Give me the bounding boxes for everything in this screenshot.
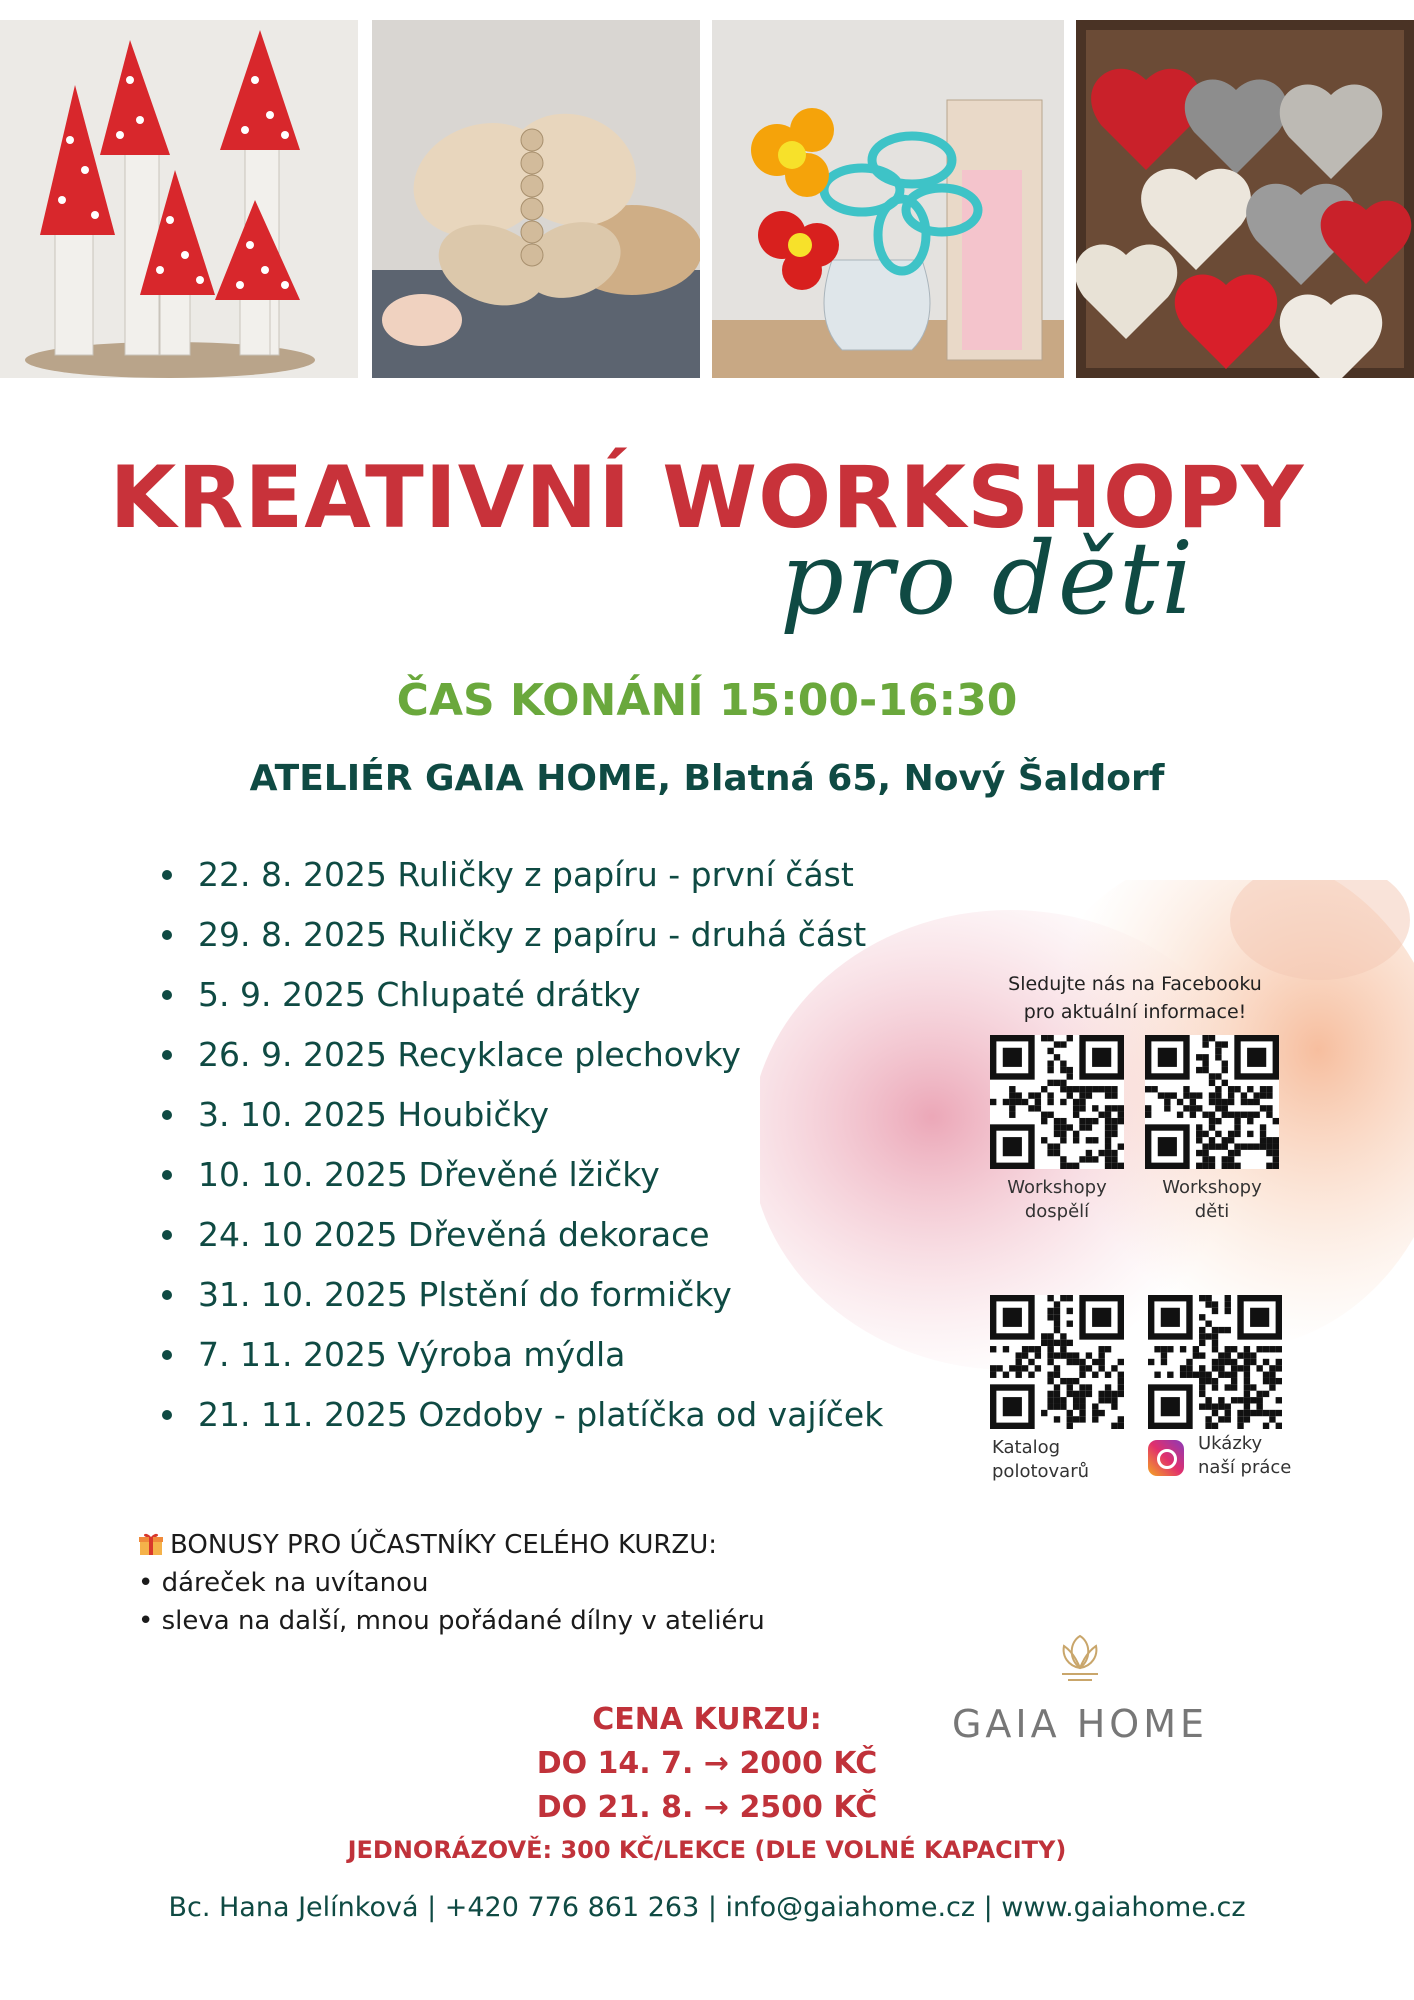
footer-contact: Bc. Hana Jelínková | +420 776 861 263 | info@gaiahome.cz | www.gaiahome.cz [168,1892,1246,1923]
list-item: 3. 10. 2025 Houbičky [160,1085,883,1145]
qr-code-workshops-adults[interactable] [990,1035,1124,1169]
gift-icon [138,1532,164,1556]
list-item: 22. 8. 2025 Ruličky z papíru - první část [160,845,883,905]
list-item: 26. 9. 2025 Recyklace plechovky [160,1025,883,1085]
list-item: 31. 10. 2025 Plstění do formičky [160,1265,883,1325]
list-item: • dáreček na uvítanou [138,1568,429,1598]
page-title: KREATIVNÍ WORKSHOPY [109,448,1305,548]
qr-label-adults: Workshopy dospělí [1007,1177,1107,1222]
qr-label-gallery: Ukázky naší práce [1198,1433,1292,1478]
qr-code-gallery[interactable] [1148,1295,1282,1429]
qr-code-catalog[interactable] [990,1295,1124,1429]
wooden-butterfly-photo [372,20,700,378]
fly-agaric-mushroom-photo [0,20,358,378]
tulip-logo-icon [1048,1630,1112,1692]
price-single: JEDNORÁZOVĚ: 300 KČ/LEKCE (DLE VOLNÉ KAPACITY) [347,1836,1067,1864]
qr-label-kids: Workshopy děti [1162,1177,1262,1222]
list-item: 29. 8. 2025 Ruličky z papíru - druhá část [160,905,883,965]
facebook-note: Sledujte nás na Facebooku pro aktuální informace! [1008,973,1262,1023]
price-heading: CENA KURZU: [592,1702,822,1737]
qr-code-workshops-kids[interactable] [1145,1035,1279,1169]
price-line-2: DO 21. 8. → 2500 KČ [536,1790,878,1825]
list-item: 10. 10. 2025 Dřevěné lžičky [160,1145,883,1205]
list-item: 5. 9. 2025 Chlupaté drátky [160,965,883,1025]
logo-text: GAIA HOME [951,1702,1208,1746]
event-time: ČAS KONÁNÍ 15:00-16:30 [396,675,1018,726]
event-place: ATELIÉR GAIA HOME, Blatná 65, Nový Šaldorf [249,758,1165,799]
list-item: • sleva na další, mnou pořádané dílny v ateliéru [138,1606,765,1636]
pipe-cleaner-flowers-photo [712,20,1064,378]
price-line-1: DO 14. 7. → 2000 KČ [536,1746,878,1781]
qr-label-catalog: Katalog polotovarů [992,1437,1090,1482]
bonus-section [138,1526,765,1640]
list-item: 24. 10 2025 Dřevěná dekorace [160,1205,883,1265]
felt-hearts-photo [1076,20,1414,378]
page-subtitle-script: pro děti [780,520,1196,637]
instagram-icon[interactable] [1148,1440,1184,1476]
list-item: 21. 11. 2025 Ozdoby - platíčka od vajíček [160,1385,883,1445]
bonus-heading: BONUSY PRO ÚČASTNÍKY CELÉHO KURZU: [170,1530,718,1560]
list-item: 7. 11. 2025 Výroba mýdla [160,1325,883,1385]
